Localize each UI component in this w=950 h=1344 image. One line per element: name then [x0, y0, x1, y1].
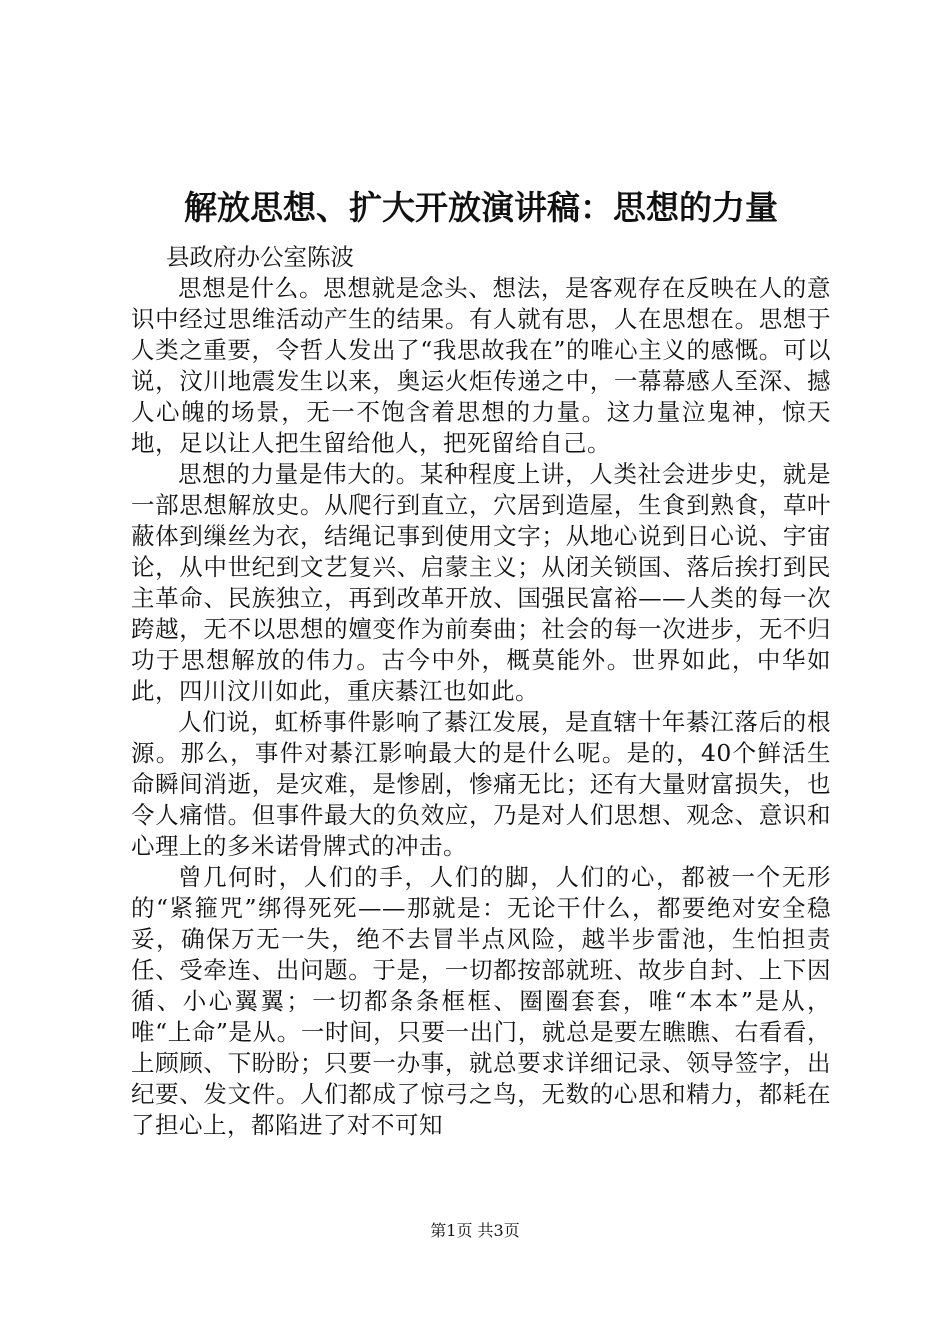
paragraph-2: 思想的力量是伟大的。某种程度上讲，人类社会进步史，就是一部思想解放史。从爬行到直立，穴居到造屋，生食到熟食，草叶蔽体到缫丝为衣，结绳记事到使用文字；从地心说到日心说、宇宙论，从中世纪到文艺复兴、启蒙主义；从闭关锁国、落后挨打到民主革命、民族独立，再到改革开放、国强民富裕——人类的每一次跨越，无不以思想的嬗变作为前奏曲；社会的每一次进步，无不归功于思想解放的伟力。古今中外，概莫能外。世界如此，中华如此，四川汶川如此，重庆綦江也如此。: [131, 460, 831, 705]
document-title: 解放思想、扩大开放演讲稿：思想的力量: [184, 188, 778, 227]
paragraph-4: 曾几何时，人们的手，人们的脚，人们的心，都被一个无形的“紧箍咒”绑得死死——那就是：无论干什么，都要绝对安全稳妥，确保万无一失，绝不去冒半点风险，越半步雷池，生怕担责任、受牵连、出问题。于是，一切都按部就班、故步自封、上下因循、小心翼翼；一切都条条框框、圈圈套套，唯“本本”是从，唯“上命”是从。一时间，只要一出门，就总是要左瞧瞧、右看看，上顾顾、下盼盼；只要一办事，就总要求详细记录、领导签字，出纪要、发文件。人们都成了惊弓之鸟，无数的心思和精力，都耗在了担心上，都陷进了对不可知: [131, 863, 831, 1139]
paragraph-1: 思想是什么。思想就是念头、想法，是客观存在反映在人的意识中经过思维活动产生的结果。有人就有思，人在思想在。思想于人类之重要，令哲人发出了“我思故我在”的唯心主义的感慨。可以说，汶川地震发生以来，奥运火炬传递之中，一幕幕感人至深、撼人心魄的场景，无一不饱含着思想的力量。这力量泣鬼神，惊天地，足以让人把生留给他人，把死留给自己。: [131, 274, 831, 457]
paragraph-3: 人们说，虹桥事件影响了綦江发展，是直辖十年綦江落后的根源。那么，事件对綦江影响最大的是什么呢。是的，40个鲜活生命瞬间消逝，是灾难，是惨剧，惨痛无比；还有大量财富损失，也令人痛惜。但事件最大的负效应，乃是对人们思想、观念、意识和心理上的多米诺骨牌式的冲击。: [131, 708, 831, 860]
author-byline: 县政府办公室陈波: [166, 243, 354, 271]
document-page: [131, 180, 831, 1141]
page-footer: 第1页 共3页: [430, 1221, 520, 1240]
